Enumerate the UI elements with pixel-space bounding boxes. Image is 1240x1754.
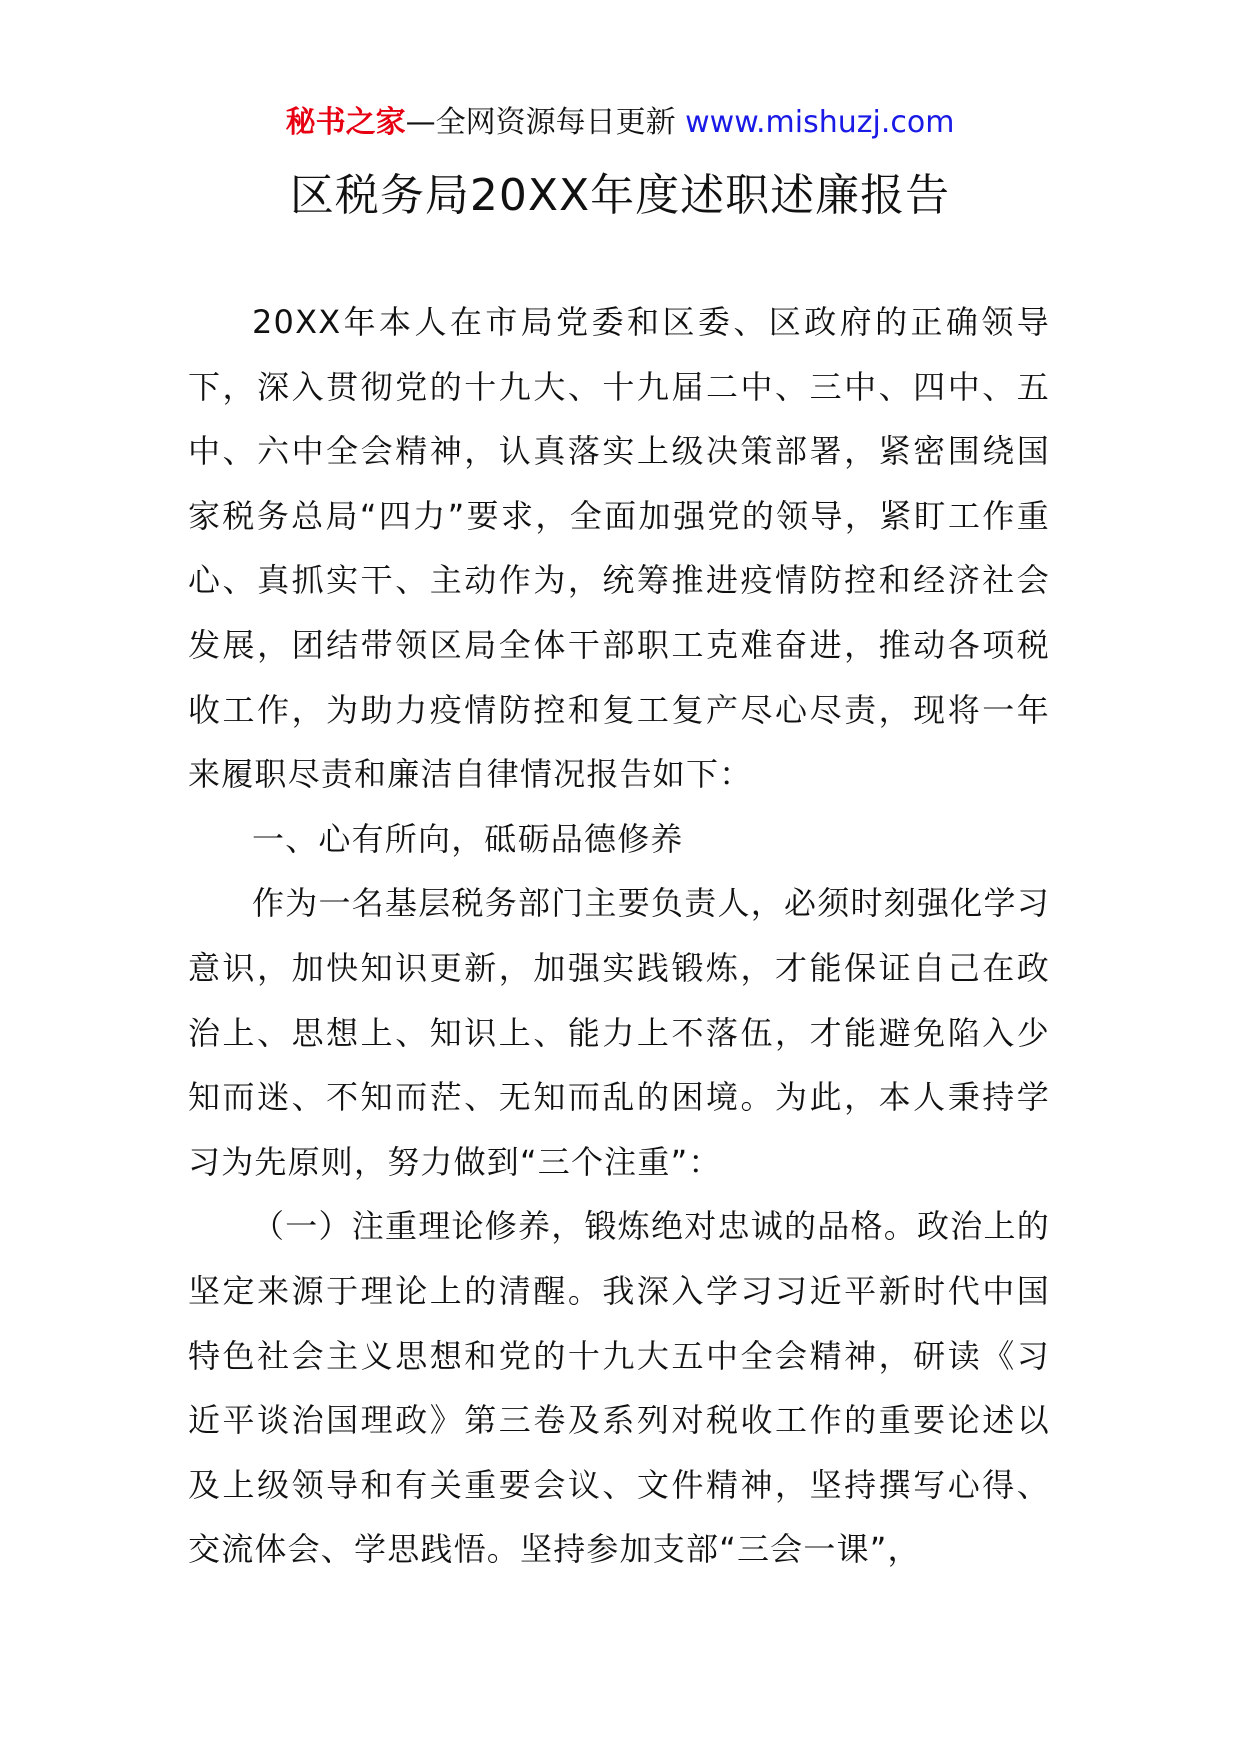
paragraph-study: 作为一名基层税务部门主要负责人，必须时刻强化学习意识，加快知识更新，加强实践锻炼，才能保证自己在政治上、思想上、知识上、能力上不落伍，才能避免陷入少知而迷、不知而茫、无知而乱的困境。为此，本人秉持学习为先原则，努力做到“三个注重”：	[188, 884, 1050, 1181]
brand-name: 秘书之家	[285, 105, 406, 140]
site-url-link[interactable]: www.mishuzj.com	[685, 105, 955, 140]
paragraph-theory: （一）注重理论修养，锻炼绝对忠诚的品格。政治上的坚定来源于理论上的清醒。我深入学习习近平新时代中国特色社会主义思想和党的十九大五中全会精神，研读《习近平谈治国理政》第三卷及系列对税收工作的重要论述以及上级领导和有关重要会议、文件精神，坚持撰写心得、交流体会、学思践悟。坚持参加支部“三会一课”，	[188, 1207, 1050, 1569]
header-slogan: —全网资源每日更新	[405, 105, 686, 140]
paragraph-intro: 20XX年本人在市局党委和区委、区政府的正确领导下，深入贯彻党的十九大、十九届二中、三中、四中、五中、六中全会精神，认真落实上级决策部署，紧密围绕国家税务总局“四力”要求，全面加强党的领导，紧盯工作重心、真抓实干、主动作为，统筹推进疫情防控和经济社会发展，团结带领区局全体干部职工克难奋进，推动各项税收工作，为助力疫情防控和复工复产尽心尽责，现将一年来履职尽责和廉洁自律情况报告如下：	[188, 303, 1050, 794]
document-body	[188, 290, 1050, 1582]
section-heading-1: 一、心有所向，砥砺品德修养	[252, 819, 684, 858]
site-header	[0, 103, 1240, 143]
document-title: 区税务局20XX年度述职述廉报告	[289, 170, 951, 221]
